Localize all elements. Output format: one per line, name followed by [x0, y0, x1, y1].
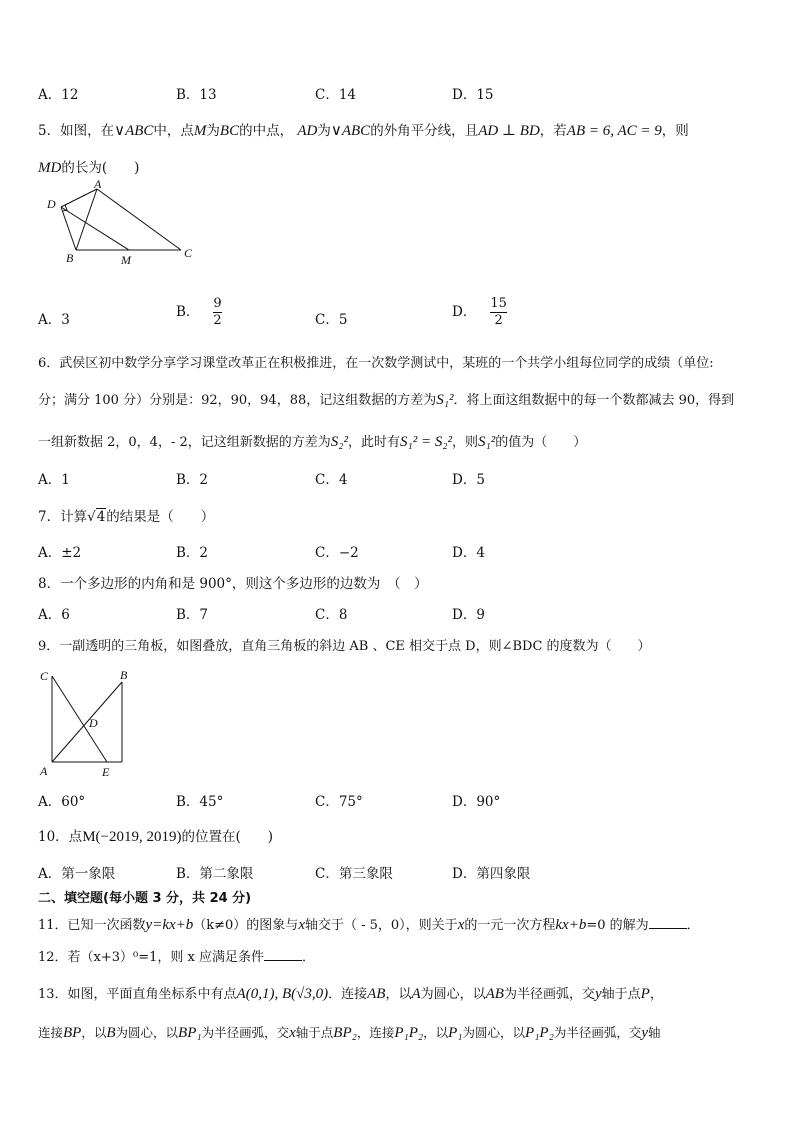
label-C: C — [184, 246, 193, 260]
q4-option-b[interactable]: B．13 — [176, 87, 217, 103]
q11-math: kx+b — [555, 917, 587, 933]
q13-math: AB — [367, 986, 386, 1002]
q5-math: ∨ABC — [114, 123, 154, 139]
q6-option-b[interactable]: B．2 — [176, 472, 209, 488]
radicand: 4 — [96, 509, 106, 525]
q11-math: y=kx+b — [145, 917, 194, 933]
q13-text: 13．如图，平面直角坐标系中有点 — [38, 987, 237, 1002]
q13-math: BP₁ — [178, 1025, 202, 1041]
q13-text: ．连接 — [328, 987, 368, 1002]
q6-text: ，此时有 — [347, 435, 400, 450]
q5-text: 5．如图，在 — [38, 123, 115, 139]
q6-math: S₁² = S₂² — [399, 434, 453, 450]
q13-text: ，以 — [385, 987, 412, 1002]
q4-option-a[interactable]: A．12 — [38, 87, 79, 103]
q13-text: 为半径画弧，交 — [553, 1025, 642, 1040]
q11-text: （k≠0）的图象与 — [193, 918, 299, 933]
q13-text: ，连接 — [356, 1025, 395, 1040]
option-label: D． — [452, 304, 477, 320]
q6-text: 的值为（ ） — [495, 435, 587, 450]
numerator: 9 — [213, 296, 222, 311]
q5-option-d[interactable] — [452, 296, 507, 329]
q6-option-d[interactable]: D．5 — [452, 472, 485, 488]
q7-option-d[interactable]: D．4 — [452, 545, 485, 561]
line-DM — [61, 207, 129, 250]
answer-blank[interactable] — [649, 916, 687, 929]
q13-math: BP₂ — [333, 1025, 357, 1041]
section-heading: 二、填空题(每小题 3 分，共 24 分) — [38, 891, 252, 906]
q13-text: 轴 — [648, 1025, 661, 1040]
q6-stem-line2 — [38, 389, 734, 409]
q13-text: ，以 — [423, 1025, 449, 1040]
q5-math: MD — [38, 160, 62, 176]
q13-math: P₁P₂ — [394, 1025, 424, 1041]
line-AB — [52, 682, 122, 762]
label-A: A — [40, 764, 48, 778]
q5-math: M — [193, 123, 207, 139]
label-E: E — [102, 765, 110, 779]
q5-stem-line2 — [38, 156, 139, 177]
q13-text: 为半径画弧，交 — [201, 1025, 290, 1040]
q6-options — [38, 468, 758, 488]
q7-option-a[interactable]: A．±2 — [38, 545, 82, 561]
q13-text: 为圆心，以 — [462, 1025, 526, 1040]
q5-text: 的长为( ) — [61, 160, 140, 176]
numerator: 15 — [490, 296, 507, 311]
q11-text: 轴交于（ - 5，0），则关于 — [304, 918, 458, 933]
q5-stem-line1 — [38, 119, 689, 140]
q11-text: 11．已知一次函数 — [38, 918, 146, 933]
q10-options — [38, 862, 758, 882]
q13-math: AB — [485, 986, 504, 1002]
q9-option-d[interactable]: D．90° — [452, 794, 501, 810]
q10-option-d[interactable]: D．第四象限 — [452, 866, 531, 882]
label-D: D — [47, 197, 56, 211]
q11-text: =0 的解为 — [586, 918, 649, 933]
q13-math: y — [641, 1025, 648, 1041]
q9-option-c[interactable]: C．75° — [315, 794, 363, 810]
q13-stem-line1 — [38, 983, 663, 1003]
q5-text: 为 — [206, 123, 220, 139]
label-B: B — [66, 251, 74, 265]
q5-option-a[interactable]: A．3 — [38, 312, 70, 328]
sqrt-icon: √ — [87, 509, 96, 525]
q9-option-a[interactable]: A．60° — [38, 794, 86, 810]
q11-text: 的一元一次方程 — [464, 918, 556, 933]
q6-text: ．将上面这组数据中的每一个数都减去 90，得到 — [453, 393, 735, 408]
q10-text: 的位置在( ) — [181, 829, 274, 845]
q5-option-b[interactable] — [176, 296, 222, 329]
q5-text: 的中点， — [239, 123, 294, 139]
q10-option-b[interactable]: B．第二象限 — [176, 866, 254, 882]
q13-math: P₁P₂ — [525, 1025, 554, 1041]
q13-text: 轴于点 — [295, 1025, 334, 1040]
q6-stem-line1: 6．武侯区初中数学分享学习课堂改革正在积极推进，在一次数学测试中，某班的一个共学小组每位同学的成绩（单位: — [38, 356, 714, 371]
line-BD — [61, 207, 76, 250]
q4-option-d[interactable]: D．15 — [452, 87, 494, 103]
q7-stem — [38, 505, 214, 525]
q10-option-c[interactable]: C．第三象限 — [315, 866, 393, 882]
q13-text: ， — [649, 987, 663, 1002]
q4-options — [38, 83, 758, 103]
denominator: 2 — [494, 313, 503, 328]
line-CE — [52, 676, 107, 762]
q6-option-a[interactable]: A．1 — [38, 472, 70, 488]
q13-math: BP — [63, 1025, 82, 1041]
q5-math: BC — [219, 123, 240, 139]
q5-math: ∨ABC — [330, 123, 371, 139]
q11-text: ． — [686, 918, 700, 933]
q13-math: A — [411, 986, 421, 1002]
q8-option-d[interactable]: D．9 — [452, 607, 485, 623]
q5-text: ，则 — [661, 123, 689, 139]
q13-text: 轴于点 — [601, 987, 641, 1002]
q5-text: ，若 — [539, 123, 567, 139]
q13-math: P — [640, 986, 650, 1002]
q7-text: 7．计算 — [38, 509, 88, 525]
q13-text: 为半径画弧，交 — [503, 987, 595, 1002]
q8-stem: 8．一个多边形的内角和是 900°，则这个多边形的边数为 （ ） — [38, 576, 428, 592]
q5-options — [38, 296, 758, 336]
q6-text: ，则 — [452, 435, 479, 450]
q5-math: AD ⊥ BD — [478, 123, 540, 139]
q13-math: y — [594, 986, 602, 1002]
q5-math: AB = 6, AC = 9 — [566, 123, 662, 139]
fraction-9-2 — [213, 296, 221, 329]
q6-stem-line3 — [38, 431, 586, 451]
q10-math: M(−2019, 2019) — [82, 829, 182, 845]
q13-math: x — [289, 1025, 296, 1041]
q11-stem — [38, 914, 700, 934]
q7-option-b[interactable]: B．2 — [176, 545, 209, 561]
q9-options — [38, 790, 758, 810]
q10-stem — [38, 825, 273, 846]
q6-text: 分；满分 100 分）分别是：92，90，94，88，记这组数据的方差为 — [38, 393, 437, 408]
q7-text: 的结果是（ ） — [106, 509, 215, 525]
denominator: 2 — [213, 313, 222, 328]
q5-option-c[interactable]: C．5 — [315, 312, 348, 328]
q13-math: P₁ — [448, 1025, 463, 1041]
label-C: C — [40, 669, 49, 683]
q7-options — [38, 541, 758, 561]
q10-text: 10．点 — [38, 829, 83, 845]
q13-text: ，以 — [81, 1025, 107, 1040]
option-label: B． — [176, 304, 200, 320]
q5-text: 的外角平分线，且 — [370, 123, 479, 139]
q8-option-b[interactable]: B．7 — [176, 607, 209, 623]
q13-math: B — [106, 1025, 116, 1041]
q8-option-c[interactable]: C．8 — [315, 607, 348, 623]
q5-figure — [44, 180, 204, 270]
q6-text: 一组新数据 2，0，4，- 2，记这组新数据的方差为 — [38, 435, 331, 450]
q7-option-c[interactable]: C．−2 — [315, 545, 359, 561]
q13-text: 为圆心，以 — [115, 1025, 179, 1040]
q8-option-a[interactable]: A．6 — [38, 607, 70, 623]
q6-math: S₁² — [436, 392, 454, 408]
label-A: A — [94, 180, 102, 191]
q5-text: 为 — [317, 123, 331, 139]
q9-option-b[interactable]: B．45° — [176, 794, 224, 810]
q13-text: 为圆心，以 — [420, 987, 486, 1002]
fraction-15-2 — [490, 296, 507, 329]
q13-stem-line2 — [38, 1023, 661, 1042]
q11-math: x — [457, 917, 465, 933]
q9-stem: 9．一副透明的三角板，如图叠放，直角三角板的斜边 AB 、CE 相交于点 D，则∠BDC 的度数为（ ） — [38, 639, 651, 654]
q11-math: x — [298, 917, 305, 933]
q12-stem — [38, 946, 315, 965]
q6-option-c[interactable]: C．4 — [315, 472, 348, 488]
q9-figure — [36, 664, 136, 782]
q6-math: S₁² — [478, 434, 496, 450]
line-AC — [97, 189, 181, 250]
label-M: M — [121, 253, 131, 267]
label-D: D — [89, 716, 98, 730]
label-B: B — [120, 668, 128, 682]
q13-math: A(0,1), B(√3,0) — [236, 986, 329, 1002]
q4-option-c[interactable]: C．14 — [315, 87, 357, 103]
q5-math: AD — [297, 123, 318, 139]
q5-text: 中，点 — [153, 123, 194, 139]
answer-blank[interactable] — [264, 948, 302, 961]
q10-option-a[interactable]: A．第一象限 — [38, 866, 116, 882]
q12-text: ． — [302, 950, 316, 965]
q12-text: 12．若（x+3）⁰=1，则 x 应满足条件 — [38, 950, 265, 965]
q8-options — [38, 603, 758, 623]
q6-math: S₂² — [330, 434, 348, 450]
q13-text: 连接 — [38, 1025, 64, 1040]
